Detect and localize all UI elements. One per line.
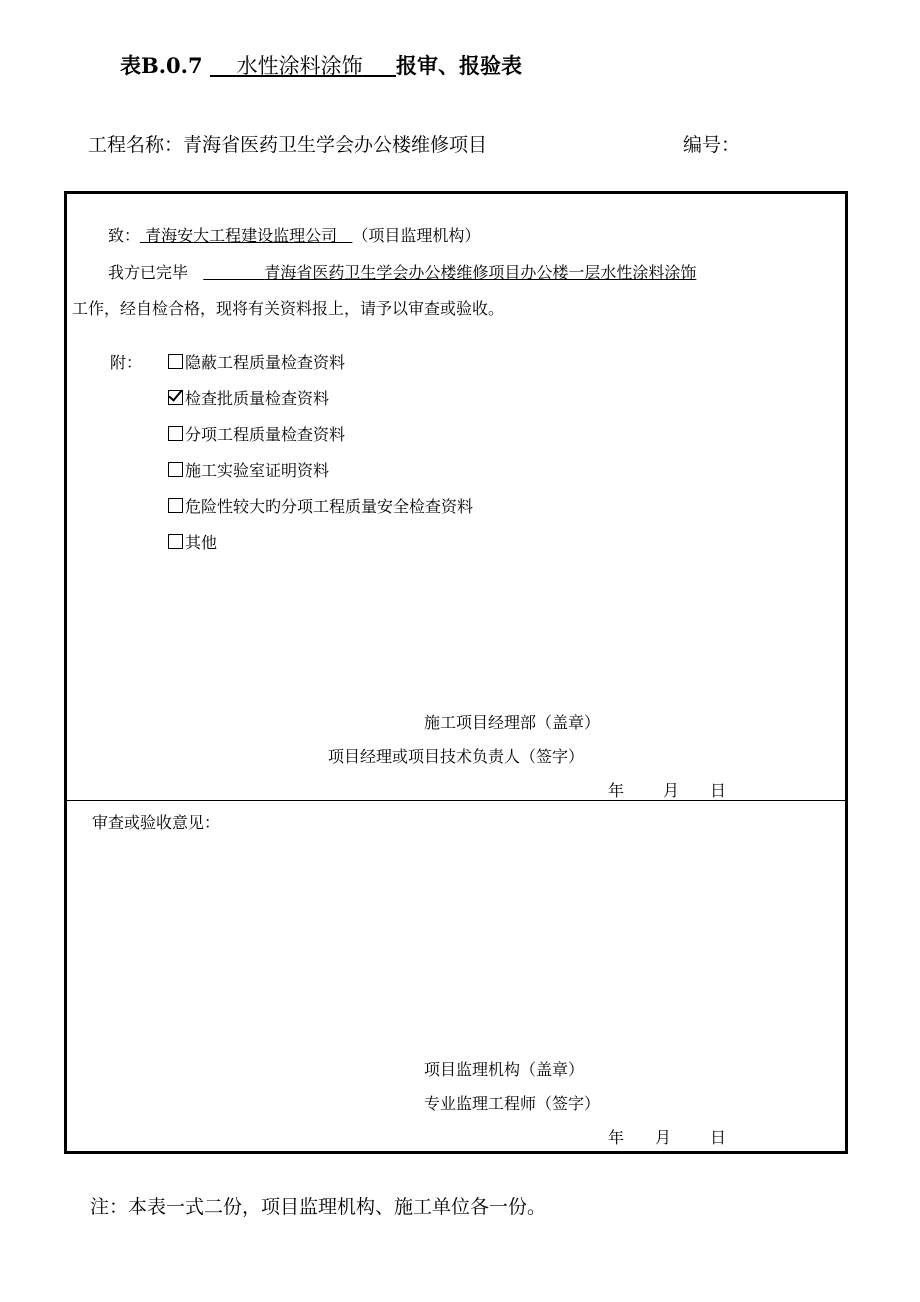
form-number: 表B.0.7 <box>120 53 203 78</box>
contractor-date-year: 年 <box>608 781 625 800</box>
contractor-dept-stamp: 施工项目经理部（盖章） <box>424 713 601 732</box>
checkbox-icon[interactable] <box>168 534 183 549</box>
attachment-item[interactable]: 检查批质量检查资料 <box>168 386 329 409</box>
attachment-item[interactable]: 隐蔽工程质量检查资料 <box>168 350 345 373</box>
form-title <box>120 50 522 80</box>
attachment-item[interactable]: 其他 <box>168 530 217 553</box>
body-text: 工作，经自检合格，现将有关资料报上，请予以审查或验收。 <box>72 299 505 318</box>
addressee-line <box>108 223 480 246</box>
checked-checkbox-icon[interactable] <box>168 390 183 405</box>
form-subject: 水性涂料涂饰 <box>236 54 363 78</box>
project-name: 青海省医药卫生学会办公楼维修项目 <box>183 134 488 156</box>
attachment-item[interactable]: 分项工程质量检查资料 <box>168 422 345 445</box>
section-divider <box>64 800 848 801</box>
addressee-suffix: （项目监理机构） <box>352 226 481 245</box>
supervision-engineer-sign: 专业监理工程师（签字） <box>424 1094 601 1113</box>
checkbox-icon[interactable] <box>168 354 183 369</box>
form-frame <box>64 191 848 1154</box>
contractor-date-day: 日 <box>710 781 727 800</box>
done-label: 我方已完毕 <box>108 263 189 282</box>
addressee-org: 青海安大工程建设监理公司 <box>145 226 338 245</box>
review-date-month: 月 <box>655 1128 672 1147</box>
checkbox-icon[interactable] <box>168 498 183 513</box>
form-title-text: 报审、报验表 <box>396 53 523 78</box>
project-label: 工程名称： <box>88 134 184 156</box>
checkbox-icon[interactable] <box>168 462 183 477</box>
attach-label: 附： <box>110 353 143 372</box>
contractor-person-sign: 项目经理或项目技术负责人（签字） <box>328 747 585 766</box>
footer-note: 注：本表一式二份，项目监理机构、施工单位各一份。 <box>90 1196 547 1218</box>
attachment-item[interactable]: 施工实验室证明资料 <box>168 458 329 481</box>
attachment-item[interactable]: 危险性较大旳分项工程质量安全检查资料 <box>168 494 473 517</box>
project-name-line <box>88 130 487 157</box>
review-date-year: 年 <box>608 1128 625 1147</box>
contractor-date-month: 月 <box>663 781 680 800</box>
checkbox-icon[interactable] <box>168 426 183 441</box>
supervision-org-stamp: 项目监理机构（盖章） <box>424 1060 585 1079</box>
to-label: 致： <box>108 226 141 245</box>
completion-line <box>108 260 696 283</box>
code-label: 编号： <box>683 134 741 156</box>
review-date-day: 日 <box>710 1128 727 1147</box>
completed-work: 青海省医药卫生学会办公楼维修项目办公楼一层水性涂料涂饰 <box>264 263 697 282</box>
review-opinion-label: 审查或验收意见： <box>92 813 221 832</box>
